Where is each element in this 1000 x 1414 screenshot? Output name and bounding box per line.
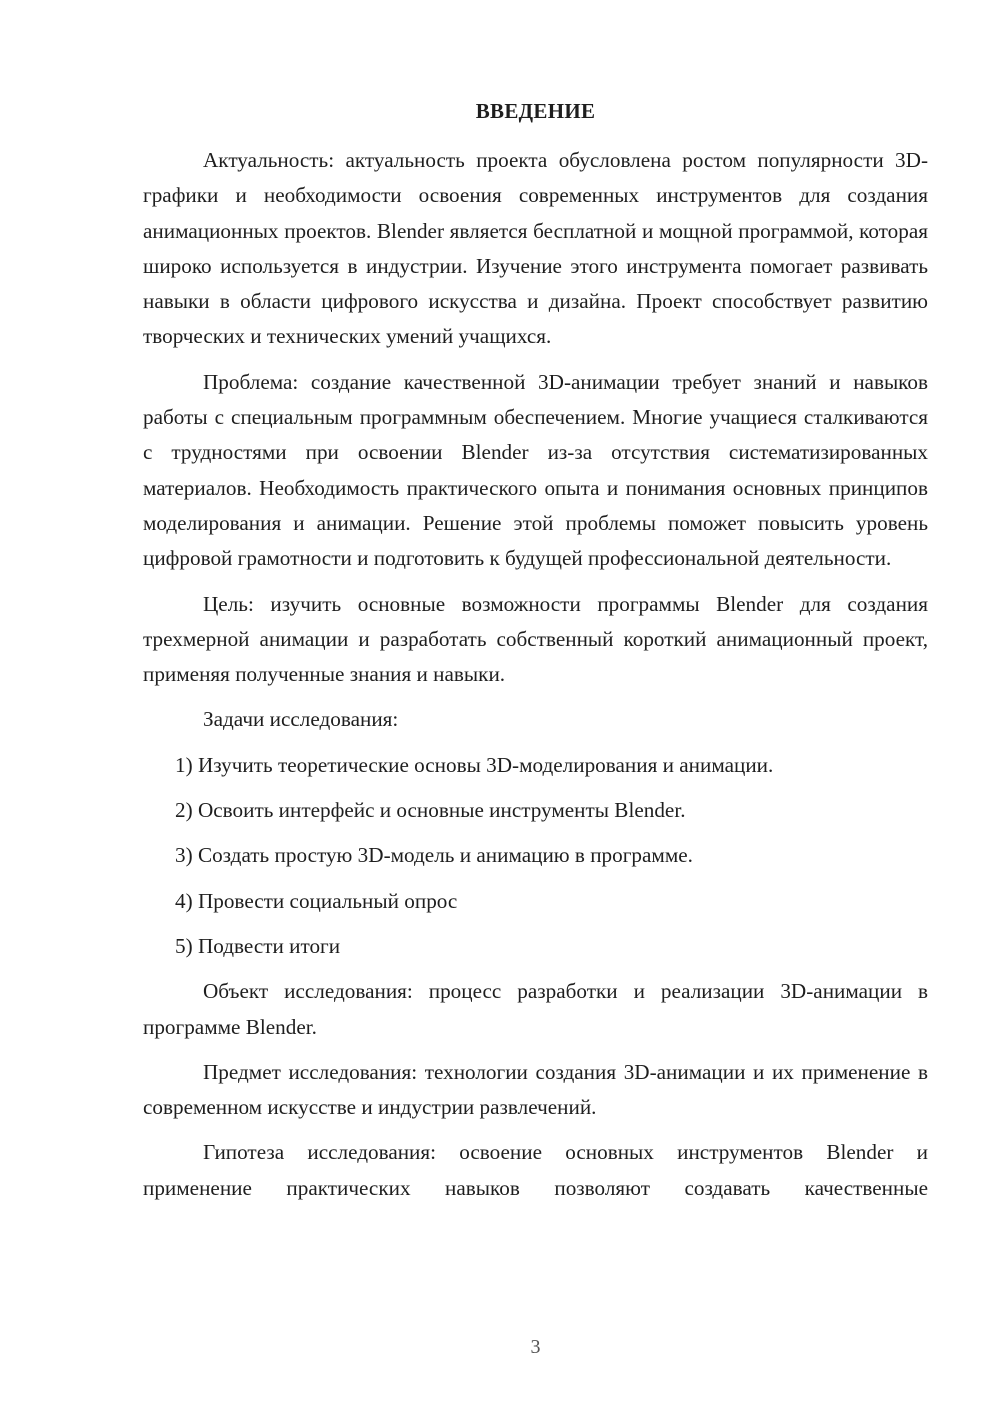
document-page [143,0,928,1414]
paragraph-hypothesis: Гипотеза исследования: освоение основных инструментов Blender и применение практических навыков позволяют создавать качественные [143,1140,928,1200]
page-number: 3 [530,1336,541,1358]
paragraph-goal: Цель: изучить основные возможности программы Blender для создания трехмерной анимации и разработать собственный короткий анимационный проект, применяя полученные знания и навыки. [143,591,928,687]
document-body [143,143,928,1216]
paragraph-relevance: Актуальность: актуальность проекта обусловлена ростом популярности 3D-графики и необходимости освоения современных инструментов для создания анимационных проектов. Blender является бесплатной и мощной программой, которая широко используется в индустрии. Изучение этого инструмента помогает развивать навыки в области цифрового искусства и дизайна. Проект способствует развитию творческих и технических умений учащихся. [143,148,928,349]
paragraph-subject: Предмет исследования: технологии создания 3D-анимации и их применение в современном искусстве и индустрии развлечений. [143,1059,928,1120]
section-heading: ВВЕДЕНИЕ [475,99,596,123]
task-item: 4) Провести социальный опрос [175,888,458,913]
task-item: 3) Создать простую 3D-модель и анимацию в программе. [175,843,693,868]
paragraph-tasks-intro: Задачи исследования: [203,707,399,732]
task-item: 5) Подвести итоги [175,933,341,958]
task-item: 2) Освоить интерфейс и основные инструменты Blender. [175,798,686,823]
paragraph-problem: Проблема: создание качественной 3D-анимации требует знаний и навыков работы с специальным программным обеспечением. Многие учащиеся сталкиваются с трудностями при освоении Blender из-за отсутствия систематизированных материалов. Необходимость практического опыта и понимания основных принципов моделирования и анимации. Решение этой проблемы поможет повысить уровень цифровой грамотности и подготовить к будущей профессиональной деятельности. [143,369,928,571]
paragraph-object: Объект исследования: процесс разработки и реализации 3D-анимации в программе Blender. [143,979,928,1039]
task-item: 1) Изучить теоретические основы 3D-моделирования и анимации. [175,752,774,777]
